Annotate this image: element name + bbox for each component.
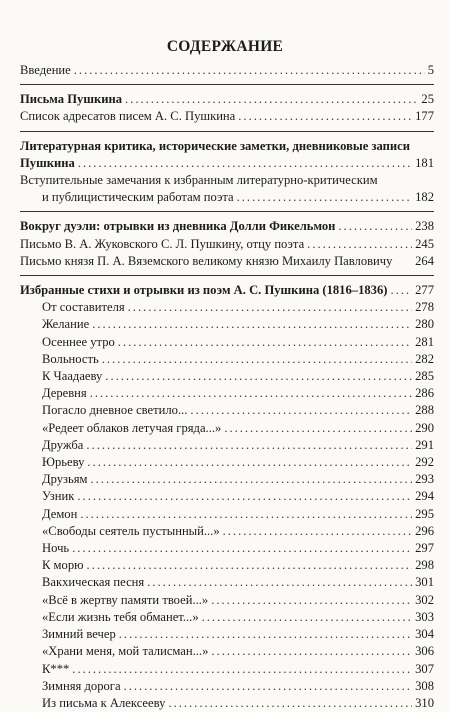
toc-entry-page: 182 (415, 190, 434, 205)
toc-entry-title: Избранные стихи и отрывки из поэм А. С. Пушкина (1816–1836) (20, 283, 388, 298)
toc-entry-line: Вступительные замечания к избранным литературно-критическим (20, 173, 378, 188)
toc-entry[interactable] (20, 402, 434, 419)
dot-leader (190, 402, 412, 419)
dot-leader (307, 236, 412, 253)
toc-entry[interactable] (20, 678, 434, 695)
toc-entry-page: 296 (415, 523, 434, 538)
toc-entry-line: Литературная критика, исторические заметки, дневниковые записи (20, 138, 410, 153)
toc-entry-page: 302 (415, 592, 434, 607)
dot-leader (237, 189, 412, 206)
dot-leader (224, 420, 412, 437)
toc-entry-page: 5 (427, 63, 434, 77)
dot-leader (72, 540, 412, 557)
toc-entry-page: 238 (415, 219, 434, 234)
toc-entry-title: От составителя (42, 300, 125, 315)
toc-entry-page: 288 (415, 403, 434, 418)
toc-entry-page: 303 (415, 609, 434, 624)
toc-entry-title: Желание (42, 317, 90, 332)
toc-entry-page: 310 (415, 695, 434, 710)
toc-entry-page: 281 (415, 334, 434, 349)
toc-entry-title: Письмо князя П. А. Вяземского великому князю Михаилу Павловичу (20, 253, 393, 268)
toc-entry-title: Дружба (42, 437, 84, 452)
toc-entry[interactable] (20, 282, 434, 299)
toc-entry-title: Осеннее утро (42, 334, 115, 349)
dot-leader (78, 155, 412, 172)
toc-entry[interactable] (20, 506, 434, 523)
toc-entry-title: «Если жизнь тебя обманет...» (42, 609, 199, 624)
dot-leader (211, 592, 412, 609)
toc-entry[interactable] (20, 351, 434, 368)
dot-leader (80, 506, 412, 523)
toc-entry-page: 306 (415, 644, 434, 659)
toc-entry[interactable] (20, 155, 434, 172)
toc-entry-page: 285 (415, 369, 434, 384)
toc-entry-page: 277 (415, 283, 434, 298)
toc-entry-page: 297 (415, 541, 434, 556)
dot-leader (74, 62, 425, 79)
toc-entry-title: Демон (42, 506, 78, 521)
section-divider (20, 84, 434, 85)
dot-leader (125, 91, 418, 108)
toc-entry-title: «Храни меня, мой талисман...» (42, 644, 209, 659)
toc-entry-page: 292 (415, 455, 434, 470)
toc-entry-title: «Всё в жертву памяти твоей...» (42, 592, 209, 607)
toc-entry-title: Вольность (42, 351, 99, 366)
dot-leader (90, 385, 412, 402)
toc-entry-title: Погасло дневное светило... (42, 403, 188, 418)
dot-leader (105, 368, 412, 385)
toc-entry[interactable] (20, 62, 434, 79)
toc-entry[interactable] (20, 236, 434, 253)
dot-leader (223, 523, 412, 540)
toc-entry-page: 264 (415, 253, 434, 268)
toc-entry-title: К морю (42, 558, 84, 573)
toc-entry[interactable] (20, 334, 434, 351)
dot-leader (72, 661, 412, 678)
toc-entry[interactable] (20, 574, 434, 591)
toc-entry-page: 294 (415, 489, 434, 504)
dot-leader (87, 557, 413, 574)
toc-entry-title: и публицистическим работам поэта (42, 190, 234, 205)
page-title: СОДЕРЖАНИЕ (166, 38, 284, 55)
toc-entry[interactable] (20, 218, 434, 235)
toc-entry-page: 286 (415, 386, 434, 401)
toc-entry-title: Введение (20, 63, 71, 77)
toc-entry-title: Зимняя дорога (42, 678, 121, 693)
toc-entry-title: Список адресатов писем А. С. Пушкина (20, 109, 236, 124)
toc-entry[interactable] (20, 316, 434, 333)
toc-entry-page: 291 (415, 437, 434, 452)
dot-leader (128, 299, 412, 316)
dot-leader (390, 282, 412, 299)
toc-entry[interactable] (20, 299, 434, 316)
dot-leader (77, 488, 412, 505)
toc-entry-title: Пушкина (20, 155, 75, 170)
toc-entry-page: 245 (415, 236, 434, 251)
toc-entry[interactable] (20, 437, 434, 454)
dot-leader (91, 471, 413, 488)
dot-leader (147, 574, 412, 591)
toc-entry[interactable] (20, 643, 434, 660)
toc-entry-page: 282 (415, 351, 434, 366)
toc-entry-page: 278 (415, 300, 434, 315)
dot-leader (338, 218, 412, 235)
dot-leader (211, 643, 412, 660)
dot-leader (118, 334, 412, 351)
dot-leader (124, 678, 413, 695)
toc-entry-page: 304 (415, 627, 434, 642)
toc-entry-title: Письма Пушкина (20, 92, 123, 107)
toc-entry[interactable] (20, 557, 434, 574)
section-divider (20, 131, 434, 132)
toc-entry-page: 293 (415, 472, 434, 487)
section-divider (20, 275, 434, 276)
toc-entry[interactable] (20, 471, 434, 488)
toc-entry-page: 301 (415, 575, 434, 590)
toc-entry[interactable] (20, 661, 434, 678)
toc-entry-title: К*** (42, 661, 70, 676)
toc-entry-page: 177 (415, 109, 434, 124)
toc-entry[interactable] (20, 91, 434, 108)
dot-leader (238, 108, 412, 125)
toc-entry-title: Юрьеву (42, 455, 85, 470)
toc-entry-page: 181 (415, 155, 434, 170)
toc-entry-title: «Редеет облаков летучая гряда...» (42, 420, 222, 435)
toc-entry[interactable] (20, 189, 434, 206)
toc-entry-page: 280 (415, 317, 434, 332)
table-of-contents (20, 62, 434, 712)
toc-entry-title: Ночь (42, 541, 70, 556)
toc-entry-page: 25 (421, 92, 434, 107)
dot-leader (102, 351, 412, 368)
toc-entry[interactable] (20, 626, 434, 643)
toc-entry-page: 308 (415, 678, 434, 693)
toc-entry-page: 290 (415, 420, 434, 435)
toc-entry-title: Письмо В. А. Жуковского С. Л. Пушкину, отцу поэта (20, 236, 305, 251)
toc-entry[interactable] (20, 385, 434, 402)
toc-entry-title: К Чаадаеву (42, 369, 103, 384)
toc-entry-title: Деревня (42, 386, 87, 401)
dot-leader (202, 609, 412, 626)
toc-entry[interactable] (20, 488, 434, 505)
toc-entry[interactable] (20, 420, 434, 437)
toc-entry-title: Из письма к Алексееву (42, 695, 166, 710)
toc-entry-title: Зимний вечер (42, 627, 116, 642)
toc-entry-title: Вакхическая песня (42, 575, 145, 590)
toc-entry-title: Друзьям (42, 472, 88, 487)
toc-entry[interactable] (20, 253, 434, 270)
toc-entry[interactable] (20, 695, 434, 712)
toc-entry[interactable] (20, 592, 434, 609)
toc-entry-page: 307 (415, 661, 434, 676)
toc-entry[interactable] (20, 523, 434, 540)
toc-entry[interactable] (20, 108, 434, 125)
toc-entry[interactable] (20, 609, 434, 626)
toc-entry-title: Вокруг дуэли: отрывки из дневника Долли Фикельмон (20, 219, 336, 234)
toc-entry-title: «Свободы сеятель пустынный...» (42, 523, 220, 538)
dot-leader (119, 626, 412, 643)
dot-leader (92, 316, 412, 333)
dot-leader (168, 695, 412, 712)
toc-entry[interactable] (20, 454, 434, 471)
toc-entry[interactable] (20, 368, 434, 385)
toc-entry-page: 298 (415, 558, 434, 573)
section-divider (20, 211, 434, 212)
dot-leader (87, 454, 412, 471)
toc-entry[interactable] (20, 540, 434, 557)
toc-entry-title: Узник (42, 489, 75, 504)
toc-entry-page: 295 (415, 506, 434, 521)
dot-leader (86, 437, 412, 454)
